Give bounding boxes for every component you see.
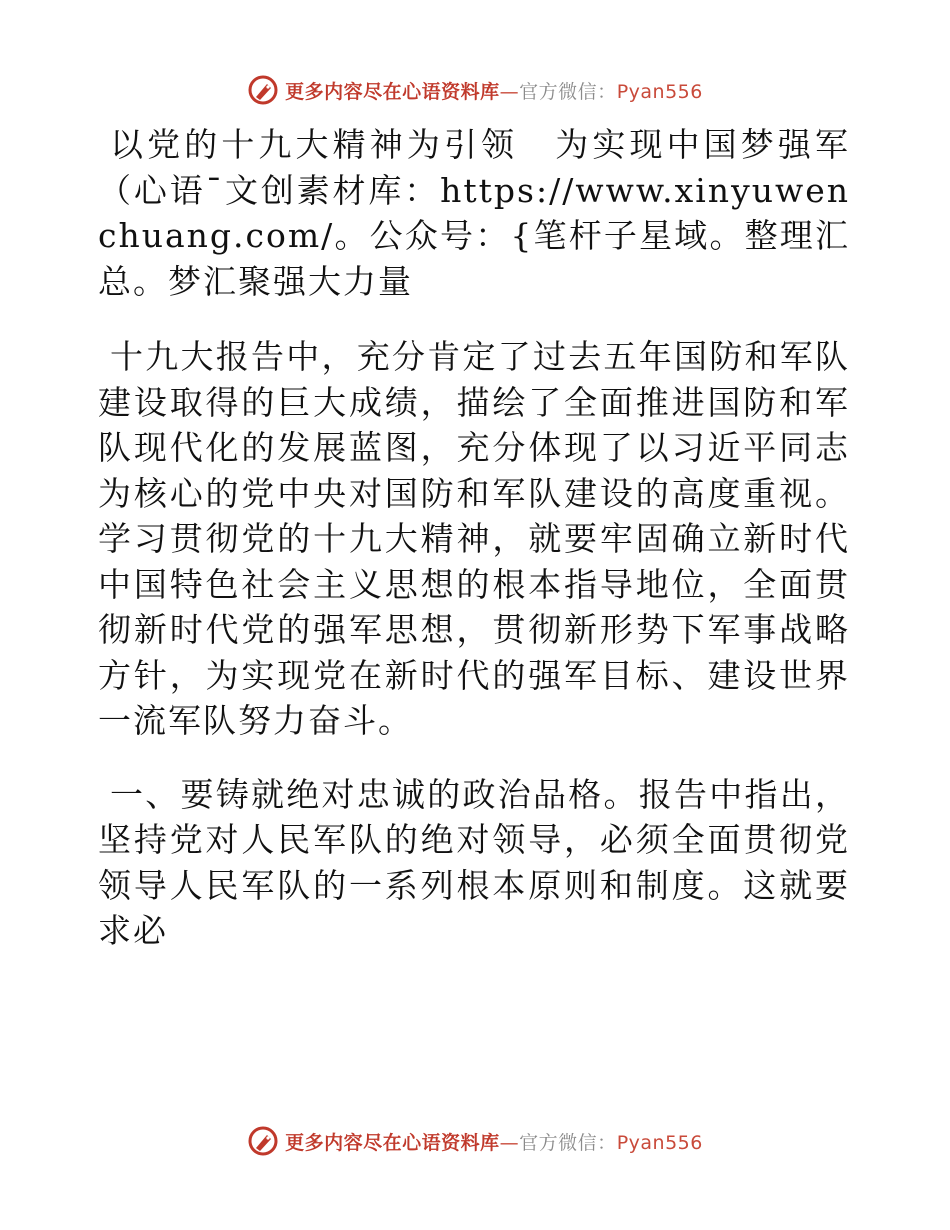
watermark-text (285, 77, 703, 104)
watermark-text (285, 1128, 703, 1155)
paragraph-intro: 十九大报告中，充分肯定了过去五年国防和军队建设取得的巨大成绩，描绘了全面推进国防和军队现代化的发展蓝图，充分体现了以习近平同志为核心的党中央对国防和军队建设的高度重视。学习贯彻党的十九大精神，就要牢固确立新时代中国特色社会主义思想的根本指导地位，全面贯彻新时代党的强军思想，贯彻新形势下军事战略方针，为实现党在新时代的强军目标、建设世界一流军队努力奋斗。 (98, 337, 850, 740)
document-title: 以党的十九大精神为引领 为实现中国梦强军（心语¯文创素材库：https://www.xinyuwenchuang.com/。公众号：{笔杆子星域。整理汇总。梦汇聚强大力量 (98, 125, 850, 301)
watermark-site-text: 更多内容尽在心语资料库 (285, 1131, 500, 1154)
document-body (98, 122, 850, 1112)
watermark-content (247, 1125, 703, 1157)
watermark-label: 官方微信： (519, 1131, 617, 1154)
pen-nib-logo-icon (247, 74, 279, 106)
watermark-separator: — (499, 1131, 520, 1154)
watermark-label: 官方微信： (519, 80, 617, 103)
pen-nib-logo-icon (247, 1125, 279, 1157)
watermark-wechat-id: Pyan556 (616, 1131, 703, 1154)
watermark-wechat-id: Pyan556 (616, 80, 703, 103)
watermark-separator: — (499, 80, 520, 103)
watermark-content (247, 74, 703, 106)
paragraph-section-one: 一、要铸就绝对忠诚的政治品格。报告中指出，坚持党对人民军队的绝对领导，必须全面贯彻党领导人民军队的一系列根本原则和制度。这就要求必 (98, 774, 850, 950)
watermark-banner-top (0, 70, 950, 110)
watermark-banner-bottom (0, 1121, 950, 1161)
watermark-site-text: 更多内容尽在心语资料库 (285, 80, 500, 103)
